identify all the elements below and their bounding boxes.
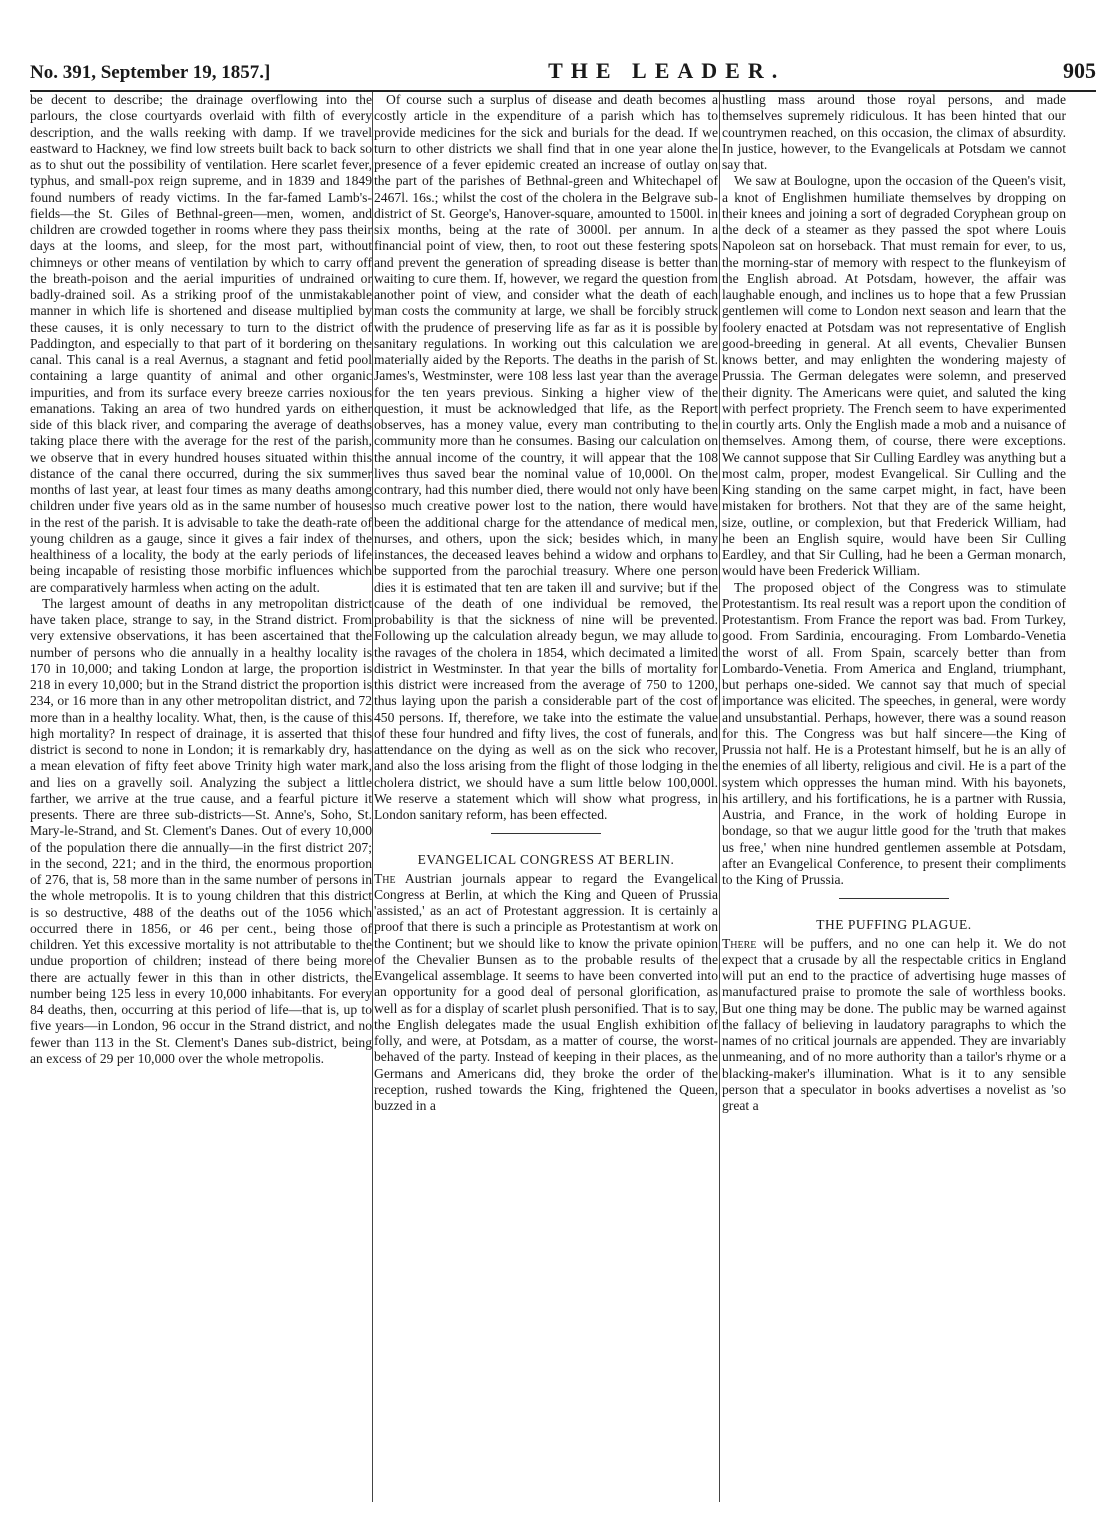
article-heading: THE PUFFING PLAGUE.: [816, 917, 972, 933]
paragraph: We saw at Boulogne, upon the occasion of the Queen's visit, a knot of Englishmen humiliate themselves by dropping on their knees and joining a sort of degraded Coryphean group on the deck of a steamer as they passed the spot where Louis Napoleon sat on horseback. That must remain for ever, to us, the morning-star of memory with respect to the flunkeyism of the English abroad. At Potsdam, however, the affair was laughable enough, and inclines us to hope that a few Prussian gentlemen will come to London next season and learn that the foolery enacted at Potsdam was not representative of English good-breeding in general. At all events, Chevalier Bunsen knows better, and may enlighten the wondering majesty of Prussia. The German delegates were solemn, and preserved their dignity. The Americans were quiet, and saluted the king with perfect propriety. The French seem to have experimented in courtly arts. Only the English made a mob and a nuisance of themselves. Among them, of course, there were exceptions. We cannot suppose that Sir Culling Eardley was anything but a most calm, proper, modest Evangelical. Sir Culling and the King standing on the same carpet might, in fact, have been mistaken for brothers. Not that they are of the same height, size, outline, or complexion, but that Frederick William, had he been an English squire, would have been Sir Culling Eardley, and that Sir Culling, had he been a German monarch, would have been Frederick William.: [722, 173, 1066, 579]
paragraph: The proposed object of the Congress was to stimulate Protestantism. Its real result was a report upon the condition of Protestantism. From France the report was bad. From Turkey, good. From Sardinia, encouraging. From Lombardo-Venetia the worst of all. From Spain, scarcely better than from Lombardo-Venetia. From America and England, triumphant, but perhaps one-sided. We cannot say that much of special importance was elicited. The speeches, in general, were wordy and unsubstantial. Perhaps, however, there was a sound reason for this. The Congress was but half sincere—the King of Prussia not half. He is a Protestant himself, but he is an ally of the enemies of all liberty, religious and civil. He is a part of the system which oppresses the human mind. With his bayonets, his artillery, and his fortifications, he is a partner with Russia, Austria, and France, in the work of holding Europe in bondage, so that we augur little good for the 'truth that makes us free,' when nine hundred gentlemen assemble at Potsdam, after an Evangelical Conference, to present their compliments to the King of Prussia.: [722, 579, 1066, 887]
section-divider: [491, 833, 601, 834]
page-header: [30, 58, 1096, 88]
column-1: [30, 92, 372, 1508]
article-heading: EVANGELICAL CONGRESS AT BERLIN.: [417, 852, 675, 868]
column-rule-1: [372, 92, 373, 1502]
paragraph: [374, 871, 718, 1115]
column-2: [374, 92, 718, 1508]
paragraph: be decent to describe; the drainage overflowing into the parlours, the close courtyards overlaid with filth of every description, and the walls reeking with damp. If we travel eastward to Hackney, we find low streets built back to back so as to shut out the possibility of ventilation. Here scarlet fever, typhus, and small-pox reign supreme, and in 1839 and 1849 found numbers of ready victims. In the far-famed Lamb's-fields—the St. Giles of Bethnal-green—men, women, and children are crowded together in rooms where they pass their days at the looms, and sleep, for the most part, without chimneys or other means of ventilation by which to carry off the breath-poison and the aerial impurities of undrained or badly-drained soil. As a striking proof of the unmistakable manner in which life is shortened and disease multiplied by these causes, it is only necessary to turn to the district of Paddington, and especially to that part of it bordering on the canal. This canal is a real Avernus, a stagnant and fetid pool containing a large quantity of animal and other organic impurities, and from its surface every breeze carries noxious emanations. Taking an area of two hundred yards on either side of this black river, and comparing the average of deaths taking place there with the average for the rest of the parish, we observe that in every hundred houses situated within this distance of the canal there occurred, during the six summer months of last year, at least four times as many deaths among children under five years old as in the same number of houses in the rest of the parish. It is advisable to take the death-rate of young children as a gauge, since it gives a fair index of the healthiness of a locality, the body at the early periods of life being incapable of resisting those morbific influences which are comparatively harmless when acting on the adult.: [30, 92, 372, 595]
paragraph: [722, 936, 1066, 1115]
masthead-title: THE LEADER.: [548, 58, 786, 83]
paragraph-text: will be puffers, and no one can help it. We do not expect that a crusade by all the respectable critics in England will put an end to the practice of advertising huge masses of manufactured praise to promote the sale of worthless books. But one thing may be done. The public may be warned against the fallacy of believing in laudatory paragraphs to which the names of no critical journals are appended. They are invariably unmeaning, and of no more authority than a tailor's rhyme or a blacking-maker's illumination. What is it to any sensible person that a speculator in books advertises a novelist as 'so great a: [722, 935, 1066, 1113]
paragraph-text: Austrian journals appear to regard the Evangelical Congress at Berlin, at which the King and Queen of Prussia 'assisted,' as an act of Protestant aggression. It is certainly a proof that there is such a principle as Protestantism at work on the Continent; but we should like to know the private opinion of the Chevalier Bunsen as to the probable results of the Evangelical assemblage. It seems to have been converted into an opportunity for a good deal of personal glorification, as well as for a display of scarlet plush personified. That is to say, the English delegates made the usual English exhibition of folly, and were, at Potsdam, as a matter of course, the worst-behaved of the party. Instead of keeping in their places, as the Germans and Americans did, they broke the order of the reception, rushed towards the King, frightened the Queen, buzzed in a: [374, 870, 718, 1113]
column-3: [722, 92, 1066, 1508]
lead-word: The: [374, 870, 396, 886]
page-number: 905: [1062, 58, 1096, 83]
column-rule-2: [719, 92, 720, 1502]
section-divider: [839, 898, 949, 899]
issue-date: No. 391, September 19, 1857.]: [30, 62, 271, 83]
lead-word: There: [722, 935, 757, 951]
paragraph: hustling mass around those royal persons, and made themselves supremely ridiculous. It has been hinted that our countrymen reached, on this occasion, the climax of absurdity. In justice, however, to the Evangelicals at Potsdam we cannot say that.: [722, 92, 1066, 172]
paragraph: Of course such a surplus of disease and death becomes a costly article in the expenditure of a parish which has to provide medicines for the sick and burials for the dead. If we turn to other districts we shall find that in one year alone the presence of a fever epidemic created an increase of outlay on the part of the parishes of Bethnal-green and Whitechapel of 2467l. 16s.; whilst the cost of the cholera in the Belgrave sub-district of St. George's, Hanover-square, amounted to 1500l. in six months, being at the rate of 3000l. per annum. In a financial point of view, then, to root out these festering spots and prevent the generation of spreading disease is better than waiting to cure them. If, however, we regard the question from another point of view, and consider what the death of each man costs the community at large, we shall be forcibly struck with the prudence of preserving life as far as it is possible by sanitary regulations. In working out this calculation we are materially aided by the Reports. The deaths in the parish of St. James's, Westminster, were 108 less last year than the average for the ten years previous. Sinking a higher view of the question, it must be acknowledged that life, as the Report observes, has a money value, every man contributing to the community more than he consumes. Basing our calculation on the annual income of the country, it will appear that the 108 lives thus saved bear the nominal value of 10,000l. On the contrary, had this number died, there would not only have been so much creative power lost to the nation, there would have been the additional charge for the attendance of medical men, nurses, and others, upon the sick; besides which, in many instances, the deceased leaves behind a widow and orphans to be supported from the parochial treasury. Where one person dies it is estimated that ten are taken ill and survive; but if the cause of the death of one individual be removed, the probability is that the sickness of nine will be prevented. Following up the calculation already begun, we may allude to the ravages of the cholera in 1854, which decimated a limited district in Westminster. In that year the bills of mortality for this district were increased from the average of 750 to 1200, thus laying upon the parish a considerable part of the cost of 450 persons. If, therefore, we take into the estimate the value of these four hundred and fifty lives, the cost of funerals, and attendance on the dying as well as on the sick who recover, and also the loss arising from the flight of those lodging in the cholera district, we should have a sum little below 100,000l. We reserve a statement which will show what progress, in London sanitary reform, has been effected.: [374, 92, 718, 822]
paragraph: The largest amount of deaths in any metropolitan district have taken place, strange to say, in the Strand district. From very extensive observations, it has been ascertained that the number of persons who die annually in a healthy locality is 170 in 10,000; and taking London at large, the proportion is 218 in every 10,000; but in the Strand district the proportion is 234, or 16 more than in any other metropolitan district, and 72 more than in a healthy locality. What, then, is the cause of this high mortality? In respect of drainage, it is asserted that this district is second to none in London; it is remarkably dry, has a mean elevation of fifty feet above Trinity high water mark, and lies on a gravelly soil. Analyzing the subject a little farther, we arrive at the true cause, and a fearful picture it presents. There are three sub-districts—St. Anne's, Soho, St. Mary-le-Strand, and St. Clement's Danes. Out of every 10,000 of the population there die annually—in the first district 207; in the second, 221; and in the third, the enormous proportion of 276, that is, 58 more than in the same number of persons in the whole metropolis. It is to young children that this district is so destructive, 488 of the deaths out of the 1056 which occurred there in 1856, or 46 per cent., being those of children. Yet this excessive mortality is not attributable to the undue proportion of children; instead of there being more there are actually fewer in this than in other districts, the number being 125 less in every 10,000 inhabitants. For every 84 deaths, then, occurring at this period of life—that is, up to five years—in London, 96 occur in the Strand district, and no fewer than 113 in the St. Clement's Danes sub-district, being an excess of 29 per 10,000 over the whole metropolis.: [30, 595, 372, 1066]
